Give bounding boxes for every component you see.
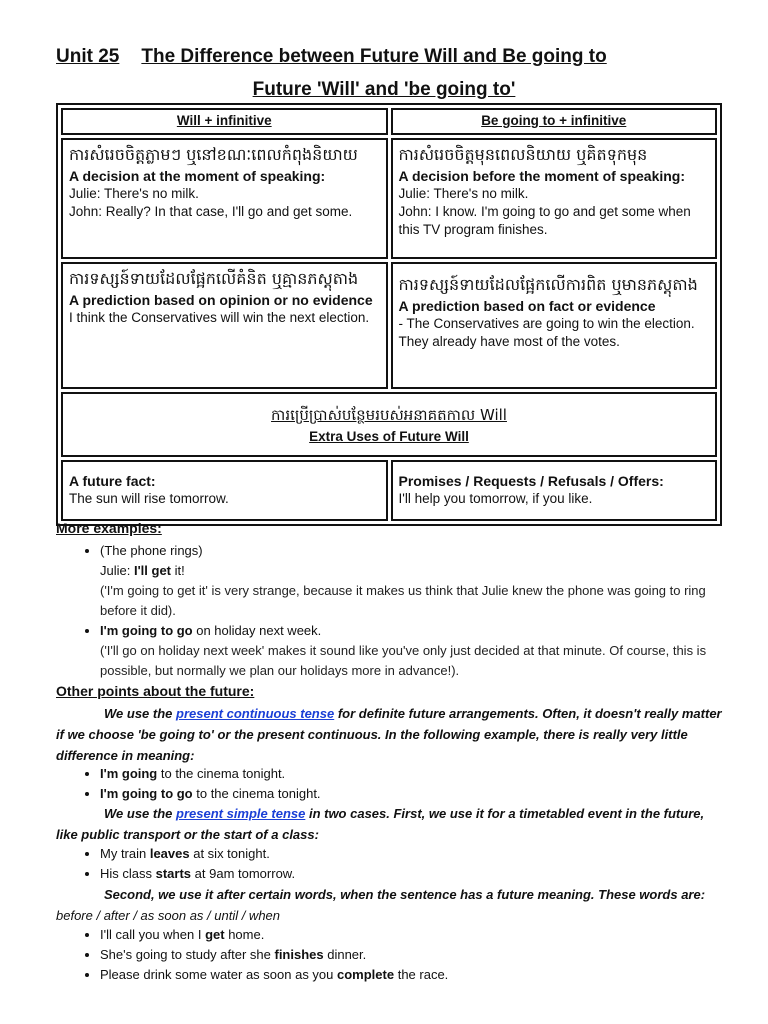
text: Second, we use it after certain words, when the sentence has a future meaning. These words are: (104, 887, 706, 902)
example-line (100, 621, 736, 641)
subtitle: Future 'Will' and 'be going to' (252, 79, 516, 100)
example-line: The sun will rise tomorrow. (69, 491, 229, 506)
cell-prediction-opinion (61, 262, 388, 389)
text: She's going to study after she (100, 947, 275, 962)
text: on holiday next week. (192, 623, 322, 638)
text: at 9am tomorrow. (191, 866, 296, 881)
example-line: I'll help you tomorrow, if you like. (398, 491, 593, 506)
khmer-text: ការទស្សន៍ទាយដែលផ្អែកលើការពិត ឬមានភស្តុតាង (398, 275, 698, 294)
unit-heading (56, 46, 736, 68)
time-words: before / after / as soon as / until / when (56, 908, 281, 923)
present-simple-link[interactable]: present simple tense (176, 806, 306, 821)
bold-text: complete (337, 967, 395, 982)
more-examples-list (56, 541, 736, 681)
time-words-examples-list (56, 925, 736, 985)
text: it! (171, 563, 185, 578)
cell-title: A prediction based on opinion or no evidence (69, 292, 373, 308)
bold-text: leaves (149, 846, 190, 861)
cell-promises (391, 460, 718, 521)
present-continuous-link[interactable]: present continuous tense (176, 706, 335, 721)
example-note: ('I'm going to get it' is very strange, because it makes us think that Julie knew the phone was going to ring before it did). (100, 583, 706, 618)
continuous-examples-list (56, 764, 736, 804)
example-line: - The Conservatives are going to win the election. They already have most of the votes. (398, 316, 695, 349)
list-item (100, 764, 736, 784)
bold-text: finishes (274, 947, 324, 962)
example-line (100, 561, 736, 581)
cell-title: A decision before the moment of speaking: (398, 168, 686, 184)
example-line: Julie: There's no milk. (69, 186, 199, 201)
bold-text: starts (155, 866, 192, 881)
list-item (100, 784, 736, 804)
text: Julie: (100, 563, 134, 578)
extra-uses-title: Extra Uses of Future Will (309, 428, 469, 444)
text: for definite future arrangements. Often, it doesn't really matter if we choose 'be going to' or the present continuous. In the following example, there is really very little difference in meaning: (56, 706, 722, 763)
example-note: ('I'll go on holiday next week' makes it sound like you've only just decided at that minute. Of course, this is possible, but normally we plan our holidays more in advance!). (100, 643, 707, 678)
column-header-will: Will + infinitive (61, 108, 388, 135)
cell-decision-before (391, 138, 718, 259)
example-line: John: Really? In that case, I'll go and get some. (69, 204, 353, 219)
unit-number: Unit 25 (56, 46, 120, 67)
cell-future-fact (61, 460, 388, 521)
bold-text: get (205, 927, 225, 942)
list-item (100, 541, 736, 621)
simple-examples-list (56, 844, 736, 884)
text: We use the (104, 706, 177, 721)
text: My train (100, 846, 150, 861)
list-item (100, 621, 736, 681)
cell-title: A decision at the moment of speaking: (69, 168, 326, 184)
text: in two cases. First, we use it for a timetabled event in the future, like public transport or the start of a class: (56, 806, 705, 842)
text: at six tonight. (189, 846, 270, 861)
text: I'll call you when I (100, 927, 206, 942)
text: the race. (394, 967, 449, 982)
bold-text: I'm going (100, 766, 158, 781)
khmer-text: ការសំរេចចិត្តមុនពេលនិយាយ ឬគិតទុកមុន (398, 145, 648, 164)
list-item (100, 945, 736, 965)
example-line: Julie: There's no milk. (398, 186, 529, 201)
list-item (100, 925, 736, 945)
text: to the cinema tonight. (157, 766, 286, 781)
list-item (100, 965, 736, 985)
cell-decision-now (61, 138, 388, 259)
column-header-going-to: Be going to + infinitive (391, 108, 718, 135)
text: We use the (104, 806, 177, 821)
bold-text: I'm going to go (100, 623, 193, 638)
paragraph-continuous (56, 703, 726, 766)
text: Please drink some water as soon as you (100, 967, 338, 982)
text: home. (224, 927, 265, 942)
more-examples-heading: More examples: (56, 520, 162, 536)
khmer-text: ការទស្សន៍ទាយដែលផ្អែកលើគំនិត ឬគ្មានភស្តុតាង (69, 269, 359, 288)
comparison-table (56, 103, 722, 526)
example-line: John: I know. I'm going to go and get some when this TV program finishes. (398, 204, 691, 237)
text: to the cinema tonight. (192, 786, 321, 801)
bold-text: I'll get (133, 563, 172, 578)
text: His class (100, 866, 156, 881)
cell-title: A future fact: (69, 473, 156, 489)
list-item (100, 864, 736, 884)
other-points-heading: Other points about the future: (56, 683, 255, 699)
khmer-text: ការប្រើប្រាស់បន្ថែមរបស់អនាគតកាល Will (271, 405, 507, 424)
example-line: • (The phone rings) (100, 543, 203, 558)
bold-text: I'm going to go (100, 786, 193, 801)
cell-prediction-evidence (391, 262, 718, 389)
paragraph-simple (56, 803, 726, 845)
khmer-text: ការសំរេចចិត្តភ្លាមៗ ឬនៅខណៈពេលកំពុងនិយាយ (69, 145, 358, 164)
cell-title: A prediction based on fact or evidence (398, 298, 656, 314)
unit-title: The Difference between Future Will and Be going to (141, 46, 607, 67)
text: dinner. (323, 947, 367, 962)
extra-uses-header (61, 392, 717, 457)
paragraph-time-words (56, 884, 726, 926)
example-line: I think the Conservatives will win the next election. (69, 310, 370, 325)
list-item (100, 844, 736, 864)
cell-title: Promises / Requests / Refusals / Offers: (398, 473, 664, 489)
